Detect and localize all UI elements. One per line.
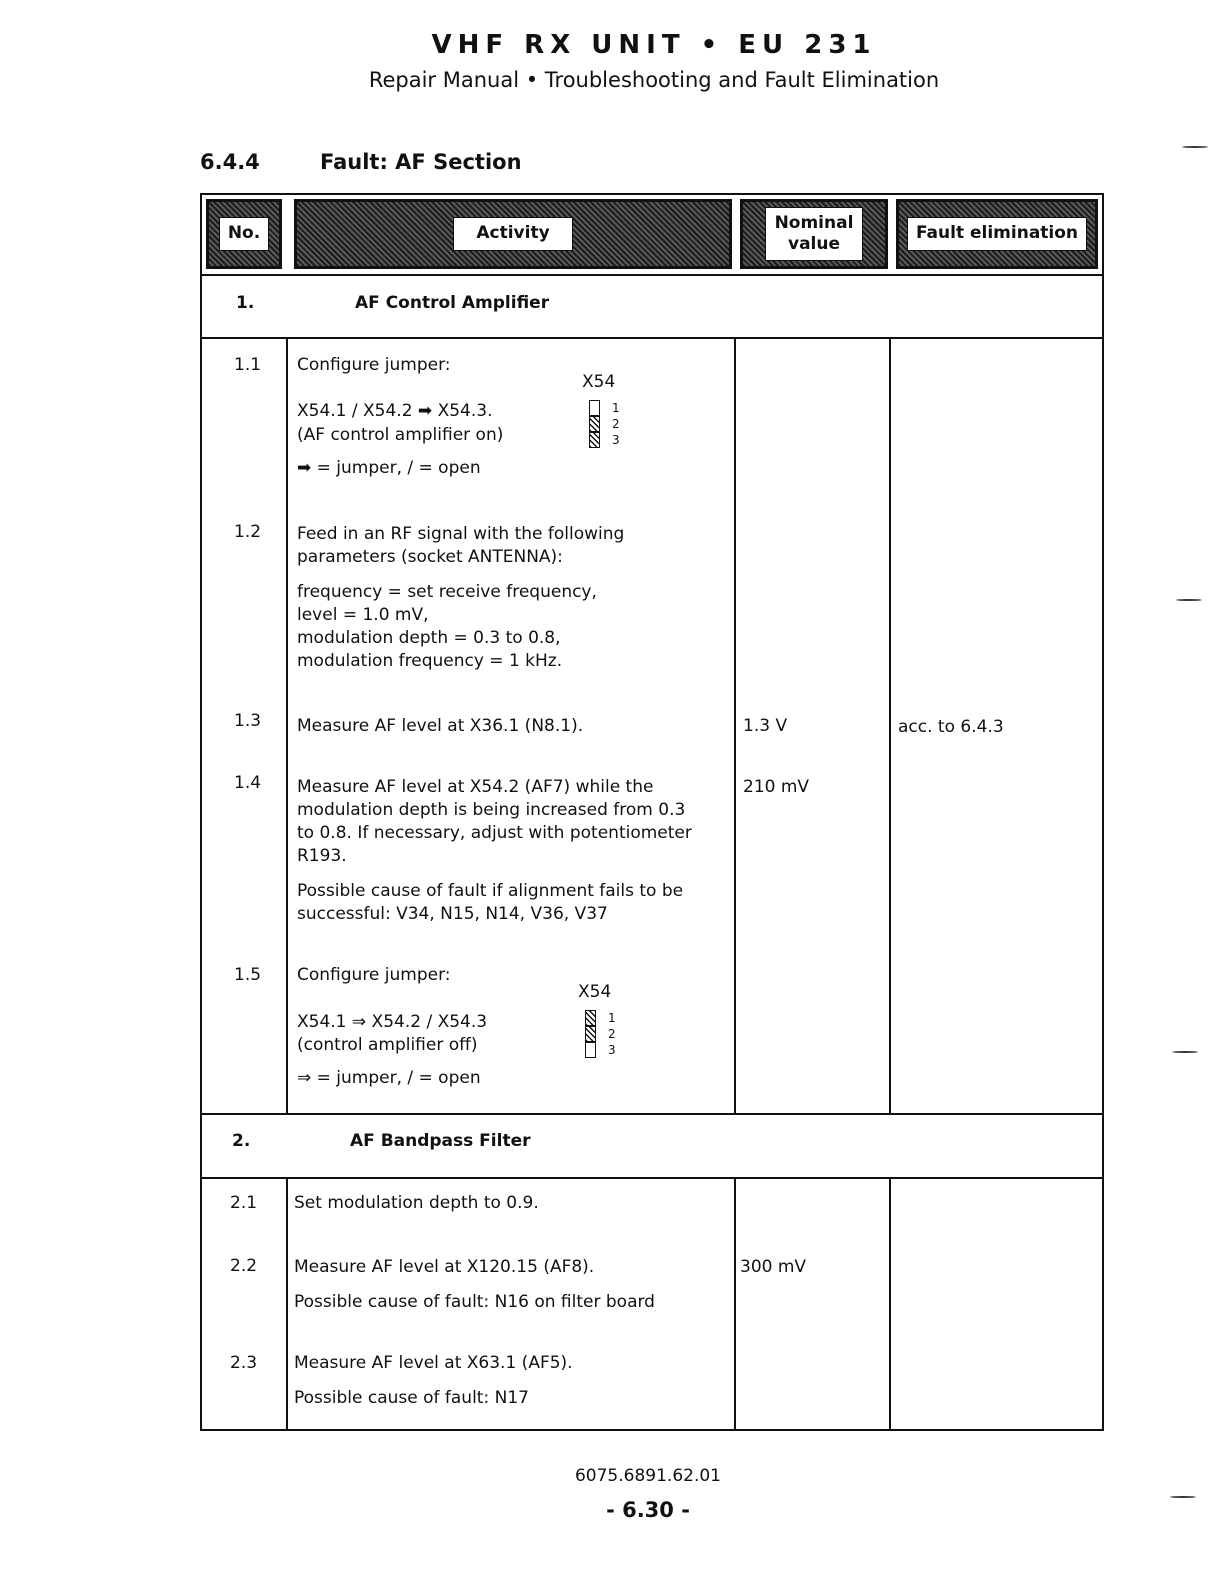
- activity-line: modulation depth = 0.3 to 0.8,: [297, 628, 561, 648]
- section-title: Fault: AF Section: [320, 150, 522, 174]
- jumper-pin: [589, 432, 600, 448]
- rule-below-group-2: [200, 1177, 1102, 1179]
- jumper-label: X54: [578, 982, 612, 1002]
- row-number: 1.5: [234, 965, 262, 985]
- header-cell-nominal: [740, 199, 888, 269]
- jumper-label: X54: [582, 372, 616, 392]
- activity-line: ➡ = jumper, / = open: [297, 458, 481, 478]
- fault-elimination: acc. to 6.4.3: [898, 717, 1004, 737]
- col-rule-1a: [286, 339, 288, 1113]
- activity-line: X54.1 ⇒ X54.2 / X54.3: [297, 1012, 488, 1032]
- nominal-value: 1.3 V: [743, 716, 788, 736]
- activity-line: Measure AF level at X36.1 (N8.1).: [297, 716, 584, 736]
- header-cell-activity: [294, 199, 732, 269]
- activity-line: (AF control amplifier on): [297, 425, 504, 445]
- col-rule-1b: [286, 1179, 288, 1429]
- header-fault: Fault elimination: [907, 217, 1087, 250]
- pin-number: 1: [612, 401, 620, 415]
- jumper-pin: [585, 1042, 596, 1058]
- activity-line: R193.: [297, 846, 347, 866]
- fault-table: [200, 193, 1104, 1431]
- activity-line: Possible cause of fault if alignment fails to be: [297, 881, 684, 901]
- nominal-value: 300 mV: [740, 1257, 807, 1277]
- activity-line: successful: V34, N15, N14, V36, V37: [297, 904, 608, 924]
- activity-line: to 0.8. If necessary, adjust with potentiometer: [297, 823, 692, 843]
- group-title: AF Control Amplifier: [355, 293, 550, 313]
- activity-line: ⇒ = jumper, / = open: [297, 1068, 481, 1088]
- rule-below-group-1: [200, 337, 1102, 339]
- header-activity: Activity: [453, 217, 572, 250]
- row-number: 2.1: [230, 1193, 258, 1213]
- col-rule-3a: [889, 339, 891, 1113]
- row-number: 1.2: [234, 522, 262, 542]
- activity-line: frequency = set receive frequency,: [297, 582, 597, 602]
- jumper-pin: [589, 416, 600, 432]
- header-cell-fault: [896, 199, 1098, 269]
- jumper-pin: [585, 1010, 596, 1026]
- jumper-diagram: [582, 372, 652, 452]
- row-number: 1.3: [234, 711, 262, 731]
- activity-line: (control amplifier off): [297, 1035, 478, 1055]
- col-rule-3b: [889, 1179, 891, 1429]
- rule-below-header: [200, 274, 1102, 276]
- margin-mark: [1182, 146, 1208, 148]
- activity-line: Set modulation depth to 0.9.: [294, 1193, 539, 1213]
- nominal-value: 210 mV: [743, 777, 810, 797]
- margin-mark: [1176, 599, 1202, 601]
- activity-line: Configure jumper:: [297, 355, 451, 375]
- row-number: 2.2: [230, 1256, 258, 1276]
- pin-number: 2: [608, 1027, 616, 1041]
- header-cell-no: [206, 199, 282, 269]
- pin-number: 2: [612, 417, 620, 431]
- activity-line: Measure AF level at X54.2 (AF7) while the: [297, 777, 654, 797]
- activity-line: X54.1 / X54.2 ➡ X54.3.: [297, 401, 493, 421]
- group-number: 1.: [236, 293, 255, 313]
- pin-number: 1: [608, 1011, 616, 1025]
- row-number: 1.1: [234, 355, 262, 375]
- group-title: AF Bandpass Filter: [350, 1131, 531, 1151]
- col-rule-2a: [734, 339, 736, 1113]
- pin-number: 3: [612, 433, 620, 447]
- header-nominal: Nominal value: [765, 207, 863, 262]
- activity-line: Measure AF level at X63.1 (AF5).: [294, 1353, 573, 1373]
- page-subtitle: Repair Manual • Troubleshooting and Fault Elimination: [368, 68, 940, 92]
- jumper-diagram: [578, 982, 648, 1062]
- activity-line: Feed in an RF signal with the following: [297, 524, 625, 544]
- page-title: VHF RX UNIT • EU 231: [431, 30, 877, 60]
- jumper-pin: [585, 1026, 596, 1042]
- row-number: 2.3: [230, 1353, 258, 1373]
- document-id: 6075.6891.62.01: [574, 1466, 721, 1486]
- activity-line: parameters (socket ANTENNA):: [297, 547, 563, 567]
- section-number: 6.4.4: [200, 150, 260, 174]
- activity-line: level = 1.0 mV,: [297, 605, 429, 625]
- activity-line: Measure AF level at X120.15 (AF8).: [294, 1257, 595, 1277]
- activity-line: Possible cause of fault: N17: [294, 1388, 529, 1408]
- pin-number: 3: [608, 1043, 616, 1057]
- col-rule-2b: [734, 1179, 736, 1429]
- page-number: - 6.30 -: [606, 1498, 690, 1522]
- row-number: 1.4: [234, 773, 262, 793]
- header-no: No.: [219, 217, 269, 250]
- rule-above-group-2: [200, 1113, 1102, 1115]
- group-number: 2.: [232, 1131, 251, 1151]
- activity-line: modulation depth is being increased from 0.3: [297, 800, 686, 820]
- jumper-pin: [589, 400, 600, 416]
- margin-mark: [1172, 1051, 1198, 1053]
- margin-mark: [1170, 1496, 1196, 1498]
- activity-line: modulation frequency = 1 kHz.: [297, 651, 563, 671]
- activity-line: Possible cause of fault: N16 on filter board: [294, 1292, 655, 1312]
- activity-line: Configure jumper:: [297, 965, 451, 985]
